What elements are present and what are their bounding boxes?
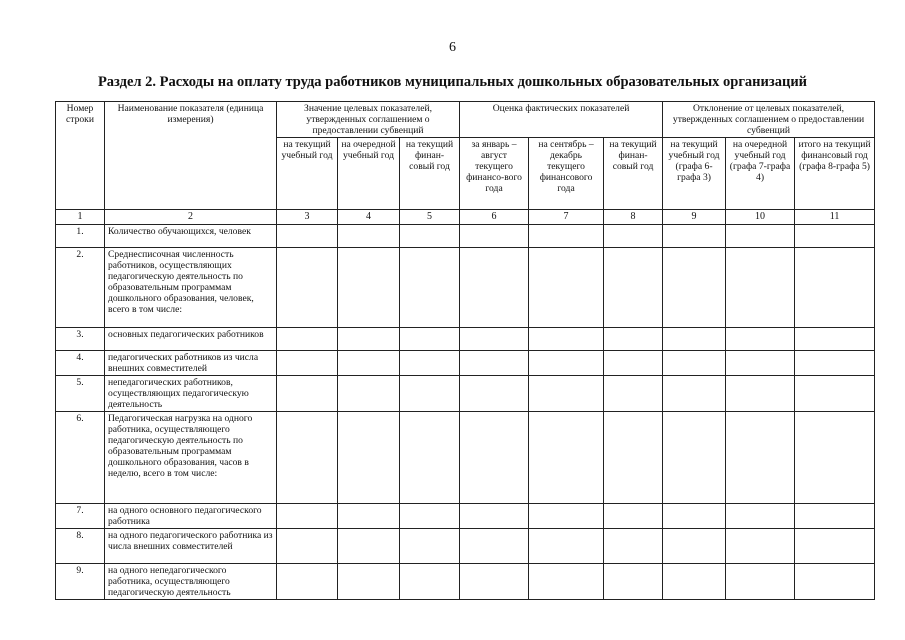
page-number: 6 bbox=[449, 40, 456, 55]
data-cell bbox=[460, 350, 529, 375]
table-row bbox=[56, 411, 875, 503]
row-label: непедагогических работников, осуществляющих педагогическую деятельность bbox=[105, 375, 277, 411]
column-number: 3 bbox=[277, 210, 338, 225]
header-col-5: на текущий финан-совый год bbox=[400, 138, 460, 210]
data-cell bbox=[663, 563, 726, 599]
data-cell bbox=[460, 528, 529, 563]
data-cell bbox=[663, 503, 726, 528]
data-cell bbox=[604, 327, 663, 350]
data-cell bbox=[277, 528, 338, 563]
data-cell bbox=[795, 411, 875, 503]
data-cell bbox=[604, 350, 663, 375]
data-cell bbox=[338, 411, 400, 503]
data-cell bbox=[460, 327, 529, 350]
data-cell bbox=[529, 563, 604, 599]
data-cell bbox=[460, 247, 529, 327]
header-col-7: на сентябрь – декабрь текущего финансового года bbox=[529, 138, 604, 210]
data-cell bbox=[663, 375, 726, 411]
header-col-4: на очередной учебный год bbox=[338, 138, 400, 210]
data-cell bbox=[529, 247, 604, 327]
data-cell bbox=[663, 247, 726, 327]
data-cell bbox=[460, 503, 529, 528]
data-cell bbox=[338, 503, 400, 528]
data-cell bbox=[726, 327, 795, 350]
column-number: 9 bbox=[663, 210, 726, 225]
data-cell bbox=[277, 247, 338, 327]
data-cell bbox=[277, 350, 338, 375]
data-cell bbox=[604, 247, 663, 327]
data-cell bbox=[726, 411, 795, 503]
row-label: педагогических работников из числа внешних совместителей bbox=[105, 350, 277, 375]
data-cell bbox=[400, 503, 460, 528]
expense-table bbox=[55, 101, 875, 600]
data-cell bbox=[529, 528, 604, 563]
data-cell bbox=[726, 247, 795, 327]
data-cell bbox=[795, 375, 875, 411]
data-cell bbox=[460, 224, 529, 247]
header-row-number: Номер строки bbox=[56, 102, 105, 210]
header-indicator: Наименование показателя (единица измерения) bbox=[105, 102, 277, 210]
row-number: 3. bbox=[56, 327, 105, 350]
header-actual-estimate: Оценка фактических показателей bbox=[460, 102, 663, 138]
data-cell bbox=[338, 224, 400, 247]
data-cell bbox=[663, 327, 726, 350]
data-cell bbox=[338, 563, 400, 599]
data-cell bbox=[338, 375, 400, 411]
data-cell bbox=[529, 375, 604, 411]
row-number: 2. bbox=[56, 247, 105, 327]
data-cell bbox=[795, 563, 875, 599]
table-row bbox=[56, 224, 875, 247]
data-cell bbox=[400, 224, 460, 247]
header-col-3: на текущий учебный год bbox=[277, 138, 338, 210]
data-cell bbox=[529, 411, 604, 503]
data-cell bbox=[400, 327, 460, 350]
data-cell bbox=[726, 375, 795, 411]
column-number: 8 bbox=[604, 210, 663, 225]
data-cell bbox=[338, 247, 400, 327]
table-row bbox=[56, 563, 875, 599]
data-cell bbox=[795, 350, 875, 375]
row-number: 1. bbox=[56, 224, 105, 247]
column-number: 11 bbox=[795, 210, 875, 225]
data-cell bbox=[529, 503, 604, 528]
header-target-values: Значение целевых показателей, утвержденных соглашением о предоставлении субвенций bbox=[277, 102, 460, 138]
data-cell bbox=[663, 224, 726, 247]
data-cell bbox=[400, 247, 460, 327]
header-col-11: итого на текущий финансовый год (графа 8-графа 5) bbox=[795, 138, 875, 210]
data-cell bbox=[529, 224, 604, 247]
data-cell bbox=[604, 503, 663, 528]
data-cell bbox=[338, 327, 400, 350]
row-label: на одного педагогического работника из числа внешних совместителей bbox=[105, 528, 277, 563]
data-cell bbox=[400, 375, 460, 411]
table-row bbox=[56, 350, 875, 375]
header-col-10: на очередной учебный год (графа 7-графа 4) bbox=[726, 138, 795, 210]
data-cell bbox=[604, 411, 663, 503]
row-number: 9. bbox=[56, 563, 105, 599]
data-cell bbox=[663, 411, 726, 503]
column-number: 4 bbox=[338, 210, 400, 225]
data-cell bbox=[460, 411, 529, 503]
data-cell bbox=[604, 375, 663, 411]
data-cell bbox=[726, 503, 795, 528]
column-number-row bbox=[56, 210, 875, 225]
data-cell bbox=[663, 350, 726, 375]
row-label: Количество обучающихся, человек bbox=[105, 224, 277, 247]
column-number: 6 bbox=[460, 210, 529, 225]
row-label: Педагогическая нагрузка на одного работника, осуществляющего педагогическую деятельность по образовательным программам дошкольного образования, часов в неделю, всего в том числе: bbox=[105, 411, 277, 503]
header-col-8: на текущий финан-совый год bbox=[604, 138, 663, 210]
data-cell bbox=[460, 563, 529, 599]
data-cell bbox=[400, 563, 460, 599]
data-cell bbox=[338, 528, 400, 563]
data-cell bbox=[277, 375, 338, 411]
data-cell bbox=[795, 528, 875, 563]
row-number: 5. bbox=[56, 375, 105, 411]
data-cell bbox=[400, 411, 460, 503]
data-cell bbox=[277, 563, 338, 599]
table-row bbox=[56, 327, 875, 350]
row-number: 7. bbox=[56, 503, 105, 528]
data-cell bbox=[726, 563, 795, 599]
row-number: 8. bbox=[56, 528, 105, 563]
row-label: основных педагогических работников bbox=[105, 327, 277, 350]
data-cell bbox=[604, 563, 663, 599]
data-cell bbox=[529, 327, 604, 350]
row-label: на одного основного педагогического работника bbox=[105, 503, 277, 528]
data-cell bbox=[460, 375, 529, 411]
data-cell bbox=[277, 224, 338, 247]
table-row bbox=[56, 375, 875, 411]
data-cell bbox=[795, 503, 875, 528]
column-number: 2 bbox=[105, 210, 277, 225]
column-number: 7 bbox=[529, 210, 604, 225]
column-number: 10 bbox=[726, 210, 795, 225]
header-deviation: Отклонение от целевых показателей, утвержденных соглашением о предоставлении субвенций bbox=[663, 102, 875, 138]
data-cell bbox=[529, 350, 604, 375]
data-cell bbox=[604, 224, 663, 247]
row-label: на одного непедагогического работника, осуществляющего педагогическую деятельность bbox=[105, 563, 277, 599]
data-cell bbox=[663, 528, 726, 563]
row-number: 4. bbox=[56, 350, 105, 375]
data-cell bbox=[726, 350, 795, 375]
data-cell bbox=[277, 327, 338, 350]
column-number: 5 bbox=[400, 210, 460, 225]
table-row bbox=[56, 503, 875, 528]
data-cell bbox=[795, 247, 875, 327]
header-col-6: за январь – август текущего финансо-вого года bbox=[460, 138, 529, 210]
row-label: Среднесписочная численность работников, осуществляющих педагогическую деятельность по образовательным программам дошкольного образования, человек, всего в том числе: bbox=[105, 247, 277, 327]
row-number: 6. bbox=[56, 411, 105, 503]
header-col-9: на текущий учебный год (графа 6-графа 3) bbox=[663, 138, 726, 210]
table-row bbox=[56, 247, 875, 327]
data-cell bbox=[604, 528, 663, 563]
data-cell bbox=[338, 350, 400, 375]
data-cell bbox=[400, 350, 460, 375]
column-number: 1 bbox=[56, 210, 105, 225]
section-title: Раздел 2. Расходы на оплату труда работников муниципальных дошкольных образовательных организаций bbox=[97, 74, 808, 90]
data-cell bbox=[400, 528, 460, 563]
data-cell bbox=[726, 224, 795, 247]
data-cell bbox=[795, 224, 875, 247]
data-cell bbox=[726, 528, 795, 563]
data-cell bbox=[795, 327, 875, 350]
data-cell bbox=[277, 411, 338, 503]
data-cell bbox=[277, 503, 338, 528]
table-row bbox=[56, 528, 875, 563]
